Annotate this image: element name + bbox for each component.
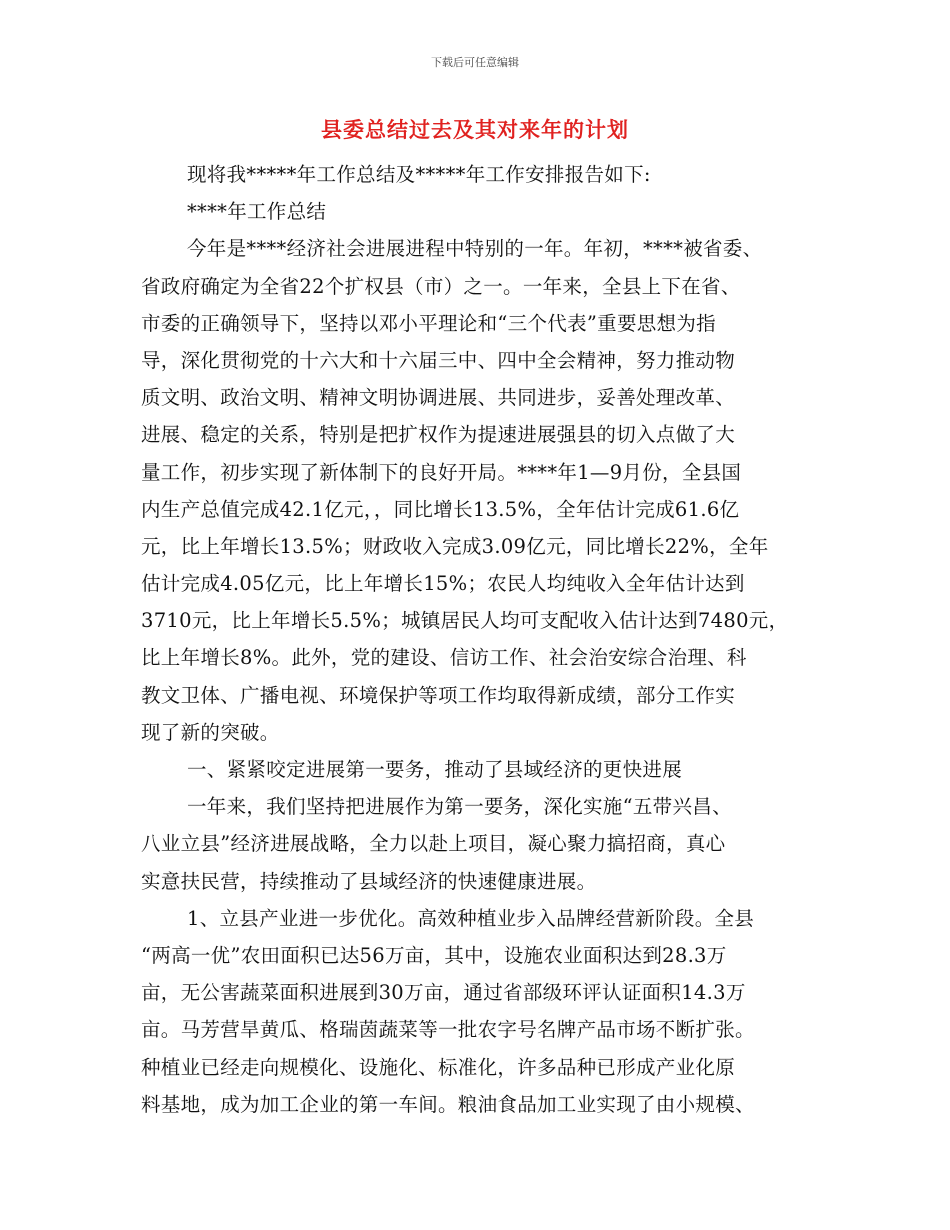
text-line: 质文明、政治文明、精神文明协调进展、共同进步，妥善处理改革、	[141, 386, 736, 410]
text-line: 估计完成4.05亿元，比上年增长15%；农民人均纯收入全年估计达到	[141, 572, 745, 596]
text-line: 3710元，比上年增长5.5%；城镇居民人均可支配收入估计达到7480元，	[141, 609, 789, 633]
text-line: 料基地，成为加工企业的第一车间。粮油食品加工业实现了由小规模、	[141, 1092, 755, 1116]
text-line: 教文卫体、广播电视、环境保护等项工作均取得新成绩，部分工作实	[141, 683, 736, 707]
text-line: 省政府确定为全省22个扩权县（市）之一。一年来，全县上下在省、	[141, 274, 741, 298]
text-line: 亩，无公害蔬菜面积进展到30万亩，通过省部级环评认证面积14.3万	[141, 981, 746, 1005]
text-line: 导，深化贯彻党的十六大和十六届三中、四中全会精神，努力推动物	[141, 348, 736, 372]
text-line: 实意扶民营，持续推动了县域经济的快速健康进展。	[141, 869, 597, 893]
text-line: 元，比上年增长13.5%；财政收入完成3.09亿元，同比增长22%，全年	[141, 534, 769, 558]
text-line: 种植业已经走向规模化、设施化、标准化，许多品种已形成产业化原	[141, 1055, 736, 1079]
text-line: “两高一优”农田面积已达56万亩，其中，设施农业面积达到28.3万	[141, 943, 727, 967]
text-line: 1、立县产业进一步优化。高效种植业步入品牌经营新阶段。全县	[187, 906, 755, 930]
text-line: ****年工作总结	[187, 200, 327, 224]
header-note: 下载后可任意编辑	[431, 56, 519, 69]
text-line: 一、紧紧咬定进展第一要务，推动了县域经济的更快进展	[187, 758, 683, 781]
text-line: 八业立县”经济进展战略，全力以赴上项目，凝心聚力搞招商，真心	[141, 832, 726, 856]
text-line: 市委的正确领导下，坚持以邓小平理论和“三个代表”重要思想为指	[141, 311, 716, 335]
text-line: 现将我*****年工作总结及*****年工作安排报告如下:	[187, 163, 651, 186]
text-line: 比上年增长8%。此外，党的建设、信访工作、社会治安综合治理、科	[141, 646, 747, 670]
text-line: 内生产总值完成42.1亿元，，同比增长13.5%，全年估计完成61.6亿	[141, 497, 740, 521]
text-line: 亩。马芳营旱黄瓜、格瑞茵蔬菜等一批农字号名牌产品市场不断扩张。	[141, 1018, 755, 1042]
text-line: 一年来，我们坚持把进展作为第一要务，深化实施“五带兴昌、	[187, 795, 732, 819]
text-line: 进展、稳定的关系，特别是把扩权作为提速进展强县的切入点做了大	[141, 423, 736, 447]
text-line: 今年是****经济社会进展进程中特别的一年。年初，****被省委、	[187, 237, 763, 261]
document-title: 县委总结过去及其对来年的计划	[321, 118, 629, 142]
document-body	[141, 156, 831, 1123]
text-line: 现了新的突破。	[141, 720, 280, 744]
text-line: 量工作，初步实现了新体制下的良好开局。****年1—9月份，全县国	[141, 460, 742, 484]
